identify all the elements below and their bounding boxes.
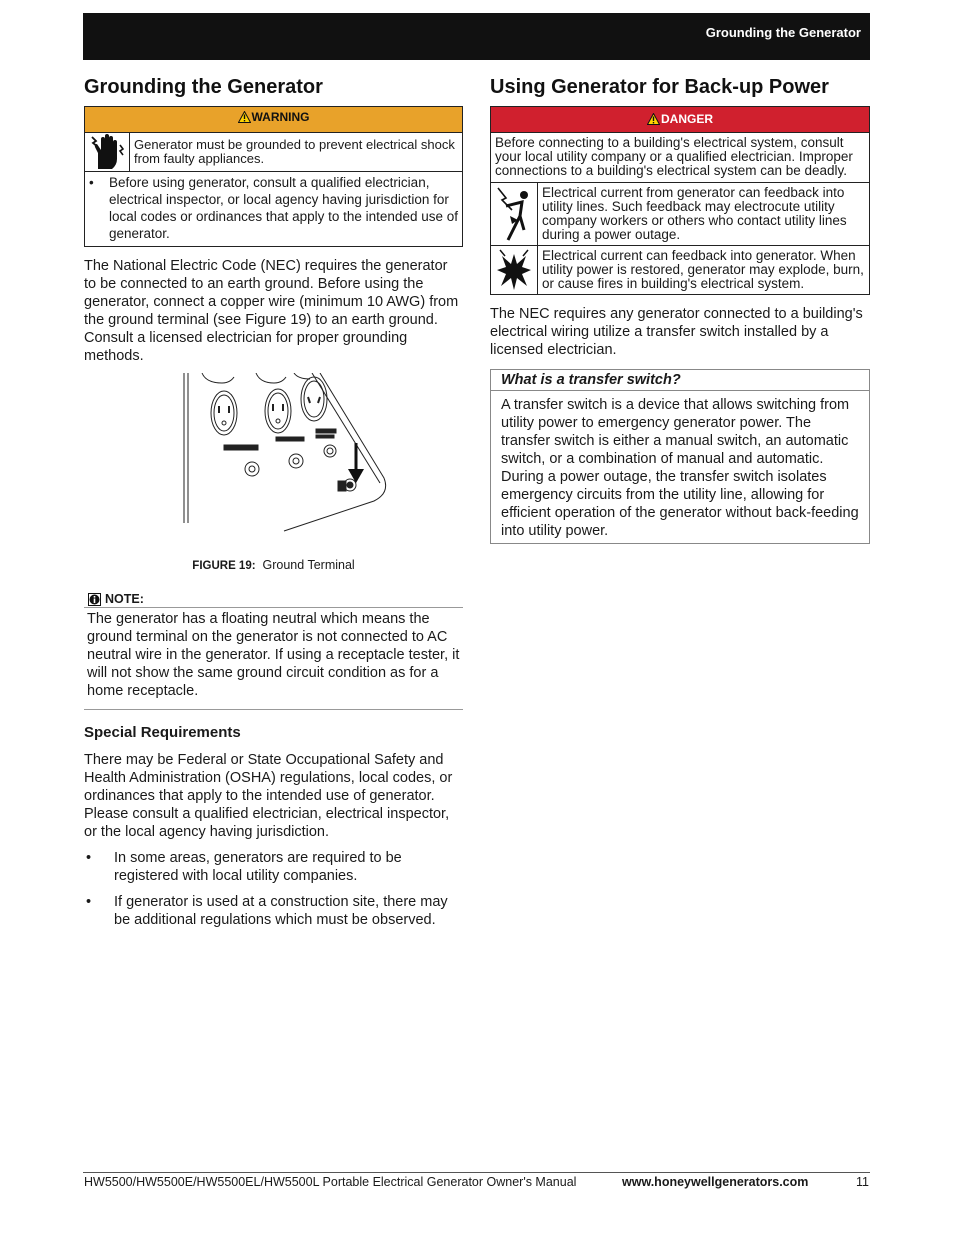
- warning-label: WARNING: [251, 110, 310, 124]
- special-requirements-heading: Special Requirements: [84, 724, 241, 741]
- warning-shock-row: [85, 133, 462, 172]
- footer-website: www.honeywellgenerators.com: [622, 1175, 809, 1189]
- special-bullet-list: [84, 849, 463, 929]
- bullet-dot: •: [89, 175, 94, 190]
- page-number: 11: [856, 1175, 869, 1189]
- note-label: NOTE:: [105, 592, 144, 606]
- warning-bullet-text: Before using generator, consult a qualified electrician, electrical inspector, or local agency having jurisdiction for local codes or ordinances that apply to the intended use of generator.: [109, 175, 458, 241]
- figure-caption-text: Ground Terminal: [262, 558, 355, 572]
- special-bullet-text: In some areas, generators are required to be registered with local utility companies.: [114, 850, 402, 884]
- special-bullet-text: If generator is used at a construction site, there may be additional regulations which must be observed.: [114, 894, 448, 928]
- danger-label: DANGER: [660, 112, 713, 126]
- danger-header: [491, 107, 869, 133]
- transfer-switch-heading: What is a transfer switch?: [491, 370, 869, 391]
- electrocution-icon: [491, 183, 538, 245]
- generator-panel-drawing: [84, 373, 463, 568]
- warning-bullet: [85, 172, 462, 246]
- danger-explosion-row: [491, 246, 869, 294]
- bullet-dot: •: [86, 894, 92, 910]
- figure-label: FIGURE 19:: [192, 560, 256, 572]
- footer-divider: [83, 1172, 870, 1173]
- grounding-heading: Grounding the Generator: [84, 76, 323, 98]
- list-item: [84, 849, 463, 885]
- right-column: [490, 76, 870, 544]
- explosion-icon: [491, 246, 538, 294]
- warning-header: [85, 107, 462, 133]
- left-column: [84, 76, 463, 937]
- nec-transfer-paragraph: The NEC requires any generator connected to a building's electrical wiring utilize a transfer switch installed by a licensed electrician.: [490, 306, 863, 358]
- header-title: Grounding the Generator: [705, 25, 861, 40]
- danger-electrocution-row: [491, 183, 869, 246]
- warning-text: Generator must be grounded to prevent electrical shock from faulty appliances.: [134, 137, 455, 166]
- special-paragraph: There may be Federal or State Occupational Safety and Health Administration (OSHA) regulations, local codes, or ordinances that apply to the intended use of generator. Please consult a qualified electrician, electrical inspector, or the local agency having jurisdiction.: [84, 752, 453, 840]
- transfer-switch-text: A transfer switch is a device that allows switching from utility power to emergency generator power. The transfer switch is either a manual switch, an automatic switch, or a combination of manual and automatic. During a power outage, the transfer switch isolates emergency circuits from the utility line, allowing for efficient operation of the generator without back-feeding into utility power.: [501, 397, 859, 539]
- electric-shock-hand-icon: [85, 133, 130, 171]
- danger-row-text: Electrical current can feedback into generator. When utility power is restored, generator may explode, burn, or cause fires in building's electrical system.: [542, 248, 864, 291]
- warning-box: [84, 106, 463, 247]
- danger-box: [490, 106, 870, 295]
- header-bar: [83, 13, 870, 60]
- bullet-dot: •: [86, 850, 92, 866]
- backup-power-heading: Using Generator for Back-up Power: [490, 76, 829, 98]
- transfer-switch-box: [490, 369, 870, 544]
- ground-terminal-figure: [84, 373, 463, 568]
- note-text: The generator has a floating neutral which means the ground terminal on the generator is not connected to AC neutral wire in the generator. If using a receptacle tester, it will not show the same ground circuit condition as for a home receptacle.: [84, 608, 463, 710]
- note-header: [84, 592, 463, 608]
- danger-row-text: Electrical current from generator can feedback into utility lines. Such feedback may electrocute utility company workers or others who contact utility lines during a power outage.: [542, 185, 847, 242]
- info-icon: [88, 593, 101, 606]
- warning-triangle-icon: [238, 111, 251, 123]
- nec-paragraph: The National Electric Code (NEC) requires the generator to be connected to an earth ground. Before using the generator, connect a copper wire (minimum 10 AWG) from the ground terminal (see Figure 19) to an earth ground. Consult a licensed electrician for proper grounding methods.: [84, 258, 459, 364]
- danger-intro: Before connecting to a building's electrical system, consult your local utility company or a qualified electrician. Improper connections to a building's electrical system can be deadly.: [491, 133, 869, 183]
- list-item: [84, 893, 463, 929]
- footer-manual-title: HW5500/HW5500E/HW5500EL/HW5500L Portable Electrical Generator Owner's Manual: [84, 1175, 577, 1189]
- danger-triangle-icon: [647, 113, 660, 125]
